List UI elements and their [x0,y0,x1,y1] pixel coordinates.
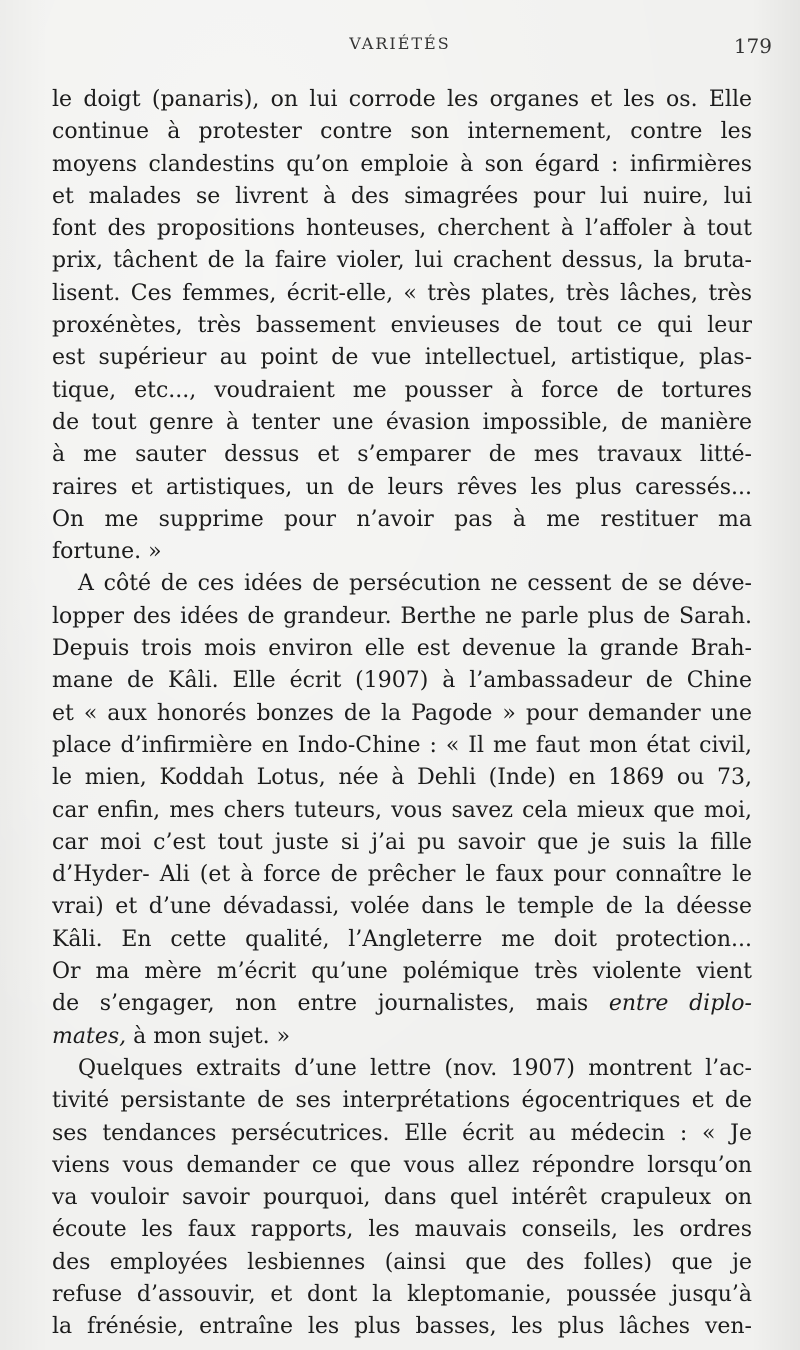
text-line [52,1247,752,1279]
text-line [52,956,752,988]
line-text: car enfin, mes chers tuteurs, vous savez cela mieux que moi, [52,797,752,823]
text-line [52,730,752,762]
line-text: proxénètes, très bassement envieuses de tout ce qui leur [52,313,752,339]
text-line [52,859,752,891]
italic-text: mates, [52,1023,127,1049]
text-line [52,1182,752,1214]
line-text: des employées lesbiennes (ainsi que des folles) que je [52,1249,752,1275]
text-line [52,181,752,213]
line-text: de tout genre à tenter une évasion impossible, de manière [52,409,752,435]
line-text: le doigt (panaris), on lui corrode les organes et les os. Elle [52,87,752,112]
line-text: à mon sujet. » [126,1023,291,1049]
text-line [52,665,752,697]
text-line [52,213,752,245]
text-line [52,116,752,148]
line-text: va vouloir savoir pourquoi, dans quel intérêt crapuleux on [52,1185,752,1211]
text-line [52,633,752,665]
line-text: tivité persistante de ses interprétations égocentriques et de [52,1088,752,1114]
text-line [52,762,752,794]
line-text: Kâli. En cette qualité, l’Angleterre me doit protection... [52,926,752,952]
text-line [52,1150,752,1182]
line-text: Depuis trois mois environ elle est devenue la grande Brah- [52,636,752,662]
line-text: place d’infirmière en Indo-Chine : « Il me faut mon état civil, [52,732,752,758]
text-line [52,1085,752,1117]
line-text: à me sauter dessus et s’emparer de mes travaux litté- [52,442,752,468]
text-line [52,310,752,342]
line-text: le mien, Koddah Lotus, née à Dehli (Inde) en 1869 ou 73, [52,765,752,791]
text-line [52,375,752,407]
line-text: On me supprime pour n’avoir pas à me restituer ma [52,506,752,532]
text-line [52,149,752,181]
line-text: continue à protester contre son internement, contre les [52,119,752,145]
line-text: raires et artistiques, un de leurs rêves les plus caressés... [52,474,752,500]
text-line [52,1311,752,1343]
page-number: 179 [733,34,772,58]
line-text: ses tendances persécutrices. Elle écrit au médecin : « Je [52,1120,752,1146]
line-text: A côté de ces idées de persécution ne cessent de se déve- [78,571,752,597]
body-text [52,84,752,1344]
line-text: est supérieur au point de vue intellectuel, artistique, plas- [52,345,752,371]
text-line [52,278,752,310]
text-line [52,827,752,859]
line-text: font des propositions honteuses, cherchent à l’affoler à tout [52,216,752,242]
text-line [52,472,752,504]
text-line [52,407,752,439]
line-text: la frénésie, entraîne les plus basses, les plus lâches ven- [52,1314,752,1340]
line-text: Or ma mère m’écrit qu’une polémique très violente vient [52,959,752,985]
text-line [52,795,752,827]
text-line [52,439,752,471]
text-line [52,245,752,277]
line-text: car moi c’est tout juste si j’ai pu savoir que je suis la fille [52,829,752,855]
italic-text: entre diplo- [608,991,752,1017]
text-line [52,568,752,600]
line-text: écoute les faux rapports, les mauvais conseils, les ordres [52,1217,752,1243]
line-text: viens vous demander ce que vous allez répondre lorsqu’on [52,1152,752,1178]
line-text: de s’engager, non entre journalistes, mais [52,991,589,1017]
text-line [52,536,752,568]
line-text: d’Hyder- Ali (et à force de prêcher le faux pour connaître le [52,862,752,888]
text-line [52,601,752,633]
text-line [52,342,752,374]
text-line [52,1021,752,1053]
text-line [52,891,752,923]
text-line [52,988,752,1020]
line-text: prix, tâchent de la faire violer, lui crachent dessus, la bruta- [52,248,752,274]
text-line [52,924,752,956]
line-text: Quelques extraits d’une lettre (nov. 1907) montrent l’ac- [78,1055,752,1081]
page-header [0,34,800,64]
text-line [52,698,752,730]
line-text: refuse d’assouvir, et dont la kleptomanie, poussée jusqu’à [52,1281,752,1307]
line-text: vrai) et d’une dévadassi, volée dans le temple de la déesse [52,894,752,920]
text-line [52,1118,752,1150]
text-line [52,1279,752,1311]
text-line [52,504,752,536]
running-title: VARIÉTÉS [349,34,451,53]
line-text: moyens clandestins qu’on emploie à son égard : infirmières [52,151,752,177]
line-text: lisent. Ces femmes, écrit-elle, « très plates, très lâches, très [52,280,752,306]
text-line [52,1053,752,1085]
line-text: et « aux honorés bonzes de la Pagode » pour demander une [52,700,752,726]
line-text: lopper des idées de grandeur. Berthe ne parle plus de Sarah. [52,603,752,629]
text-line [52,84,752,116]
line-text: tique, etc..., voudraient me pousser à force de tortures [52,377,752,403]
text-line [52,1214,752,1246]
line-text: et malades se livrent à des simagrées pour lui nuire, lui [52,183,752,209]
line-text: mane de Kâli. Elle écrit (1907) à l’ambassadeur de Chine [52,668,752,694]
line-text: fortune. » [52,539,162,565]
